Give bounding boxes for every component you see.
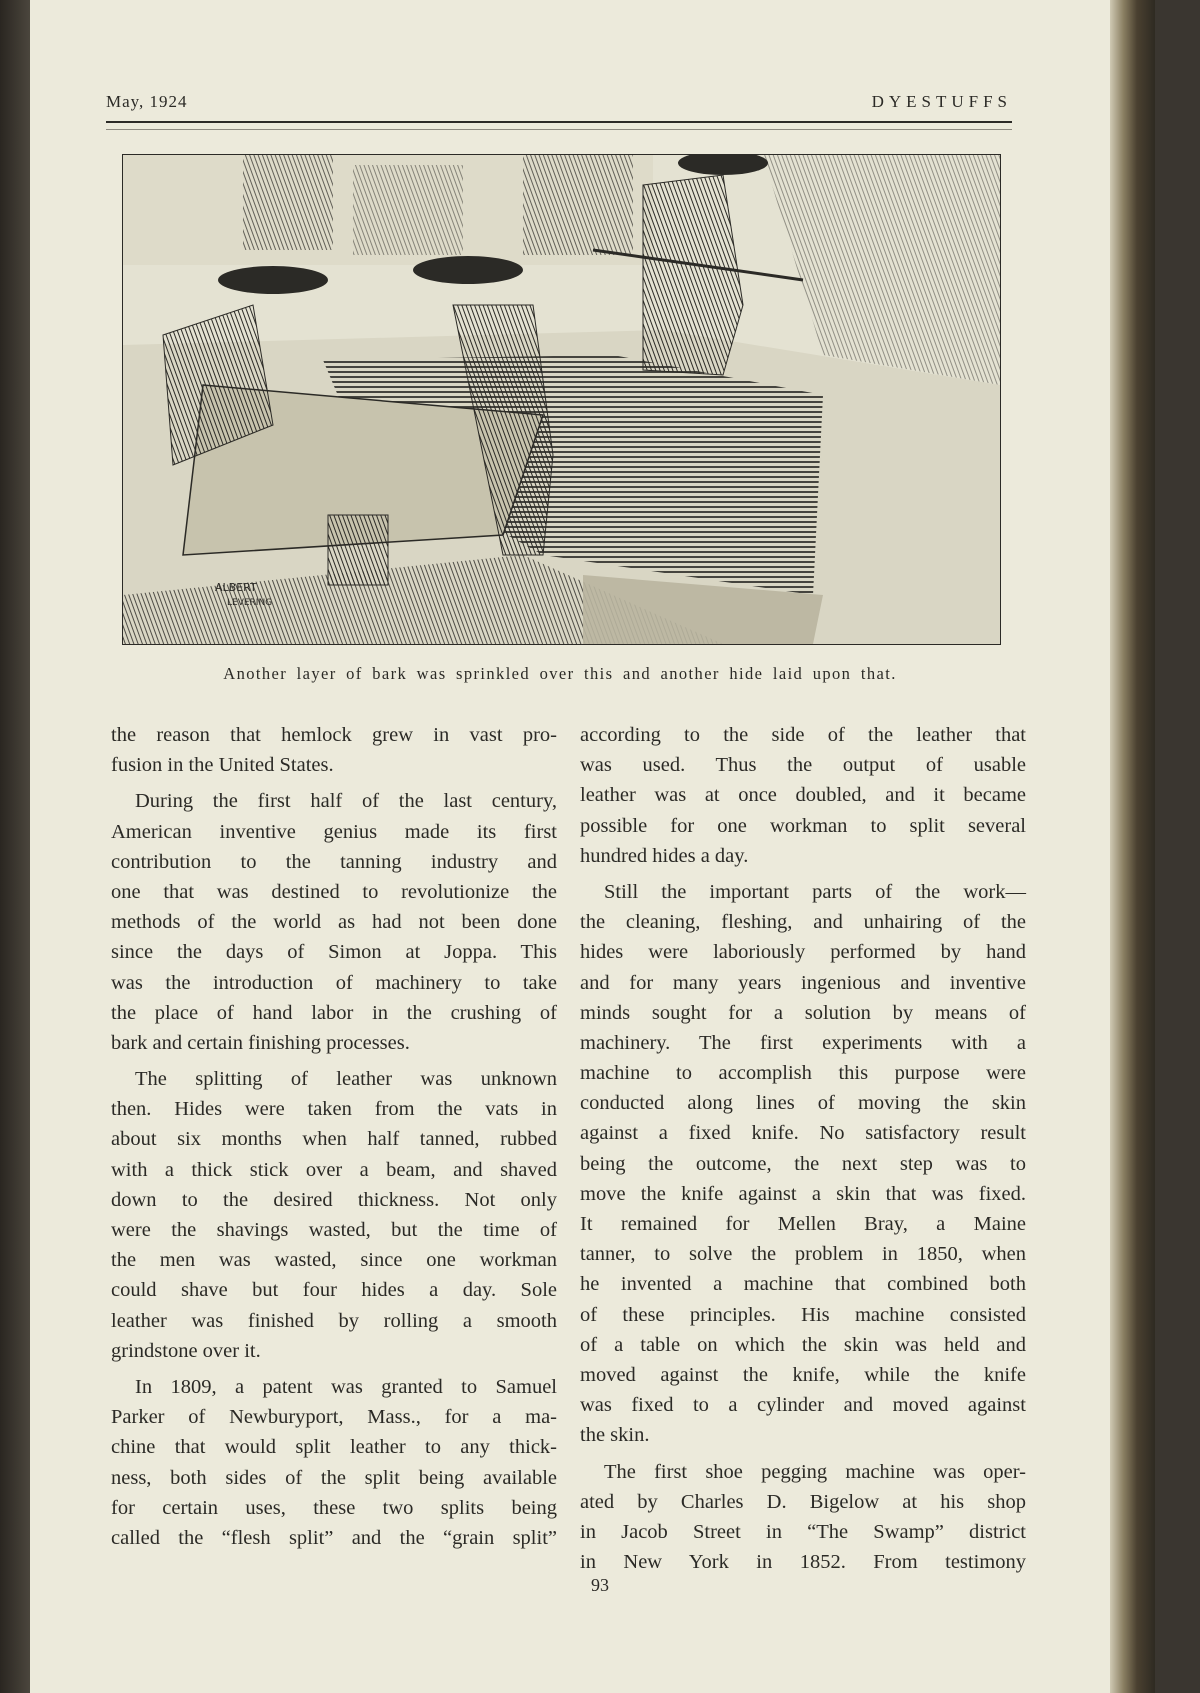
text-line: During the first half of the last century,	[135, 790, 557, 813]
paragraph	[580, 877, 1026, 1451]
text-line: in Jacob Street in “The Swamp” district	[580, 1520, 1026, 1543]
text-line: American inventive genius made its first	[111, 820, 557, 843]
text-line: leather was at once doubled, and it became	[580, 784, 1026, 807]
text-line: In 1809, a patent was granted to Samuel	[135, 1375, 557, 1398]
text-line: ness, both sides of the split being available	[111, 1466, 557, 1489]
text-column-right	[580, 720, 1026, 1583]
text-line: the men was wasted, since one workman	[111, 1249, 557, 1272]
wood-block	[328, 515, 388, 585]
text-line: The first shoe pegging machine was oper-	[604, 1460, 1026, 1483]
text-line: the cleaning, fleshing, and unhairing of the	[580, 911, 1026, 934]
text-line: methods of the world as had not been done	[111, 911, 557, 934]
paragraph	[111, 1372, 557, 1553]
text-line: chine that would split leather to any thick-	[111, 1436, 557, 1459]
worker-right	[643, 175, 743, 375]
text-line: in New York in 1852. From testimony	[580, 1551, 1026, 1574]
paragraph	[580, 1457, 1026, 1578]
text-line: could shave but four hides a day. Sole	[111, 1279, 557, 1302]
text-line: with a thick stick over a beam, and shaved	[111, 1158, 557, 1181]
header-rule	[106, 121, 1012, 123]
text-line: move the knife against a skin that was fixed.	[580, 1182, 1026, 1205]
text-line: one that was destined to revolutionize the	[111, 880, 557, 903]
page-number: 93	[591, 1575, 609, 1595]
text-line: Parker of Newburyport, Mass., for a ma-	[111, 1406, 557, 1429]
paragraph	[111, 786, 557, 1058]
text-line: since the days of Simon at Joppa. This	[111, 941, 557, 964]
text-column-left	[111, 720, 557, 1559]
text-line: the reason that hemlock grew in vast pro-	[111, 724, 557, 746]
tricorn-hat	[218, 266, 328, 294]
text-line: conducted along lines of moving the skin	[580, 1092, 1026, 1115]
text-line: bark and certain finishing processes.	[111, 1031, 410, 1054]
text-line: of these principles. His machine consisted	[580, 1303, 1026, 1326]
header-date: May, 1924	[106, 92, 188, 111]
text-line: possible for one workman to split several	[580, 814, 1026, 837]
shed-door	[243, 155, 333, 250]
header-rule-thin	[106, 129, 1012, 130]
text-line: contribution to the tanning industry and	[111, 850, 557, 873]
text-line: down to the desired thickness. Not only	[111, 1188, 557, 1211]
text-line: tanner, to solve the problem in 1850, when	[580, 1243, 1026, 1266]
text-line: against a fixed knife. No satisfactory result	[580, 1122, 1026, 1145]
text-line: was fixed to a cylinder and moved against	[580, 1394, 1026, 1417]
text-line: was the introduction of machinery to take	[111, 971, 557, 994]
text-line: Still the important parts of the work—	[604, 880, 1026, 903]
text-line: then. Hides were taken from the vats in	[111, 1098, 557, 1121]
text-line: of a table on which the skin was held and	[580, 1333, 1026, 1356]
text-line: were the shavings wasted, but the time of	[111, 1219, 557, 1241]
text-line: and for many years ingenious and inventive	[580, 971, 1026, 994]
text-line: machine to accomplish this purpose were	[580, 1062, 1026, 1085]
text-line: It remained for Mellen Bray, a Maine	[580, 1213, 1026, 1235]
tannery-illustration	[122, 154, 1001, 645]
text-line: the skin.	[580, 1424, 650, 1447]
text-line: hides were laboriously performed by hand	[580, 941, 1026, 964]
text-line: fusion in the United States.	[111, 754, 334, 777]
text-line: about six months when half tanned, rubbed	[111, 1128, 557, 1151]
book-spine-edge	[0, 0, 30, 1693]
text-line: minds sought for a solution by means of	[580, 1001, 1026, 1024]
text-line: grindstone over it.	[111, 1339, 261, 1362]
header-journal-title: DYESTUFFS	[871, 92, 1012, 111]
text-line: was used. Thus the output of usable	[580, 754, 1026, 777]
text-line: leather was finished by rolling a smooth	[111, 1309, 557, 1332]
paragraph	[111, 1064, 557, 1366]
text-line: the place of hand labor in the crushing of	[111, 1001, 557, 1024]
text-line: machinery. The first experiments with a	[580, 1031, 1026, 1054]
paragraph	[111, 720, 557, 780]
text-line: he invented a machine that combined both	[580, 1273, 1026, 1296]
tannery-drawing	[123, 155, 1000, 644]
text-line: according to the side of the leather that	[580, 724, 1026, 746]
svg-text:LEVERING: LEVERING	[227, 598, 273, 608]
foliage	[763, 155, 1000, 385]
text-line: moved against the knife, while the knife	[580, 1363, 1026, 1386]
book-binding	[1110, 0, 1155, 1693]
illustration-caption: Another layer of bark was sprinkled over this and another hide laid upon that.	[223, 664, 897, 683]
artist-signature: ALBERT	[215, 581, 257, 594]
text-line: called the “flesh split” and the “grain split”	[111, 1526, 557, 1549]
text-line: hundred hides a day.	[580, 844, 749, 867]
text-line: being the outcome, the next step was to	[580, 1152, 1026, 1175]
text-line: ated by Charles D. Bigelow at his shop	[580, 1490, 1026, 1513]
text-line: for certain uses, these two splits being	[111, 1496, 557, 1519]
paragraph	[580, 720, 1026, 871]
text-line: The splitting of leather was unknown	[135, 1068, 557, 1091]
